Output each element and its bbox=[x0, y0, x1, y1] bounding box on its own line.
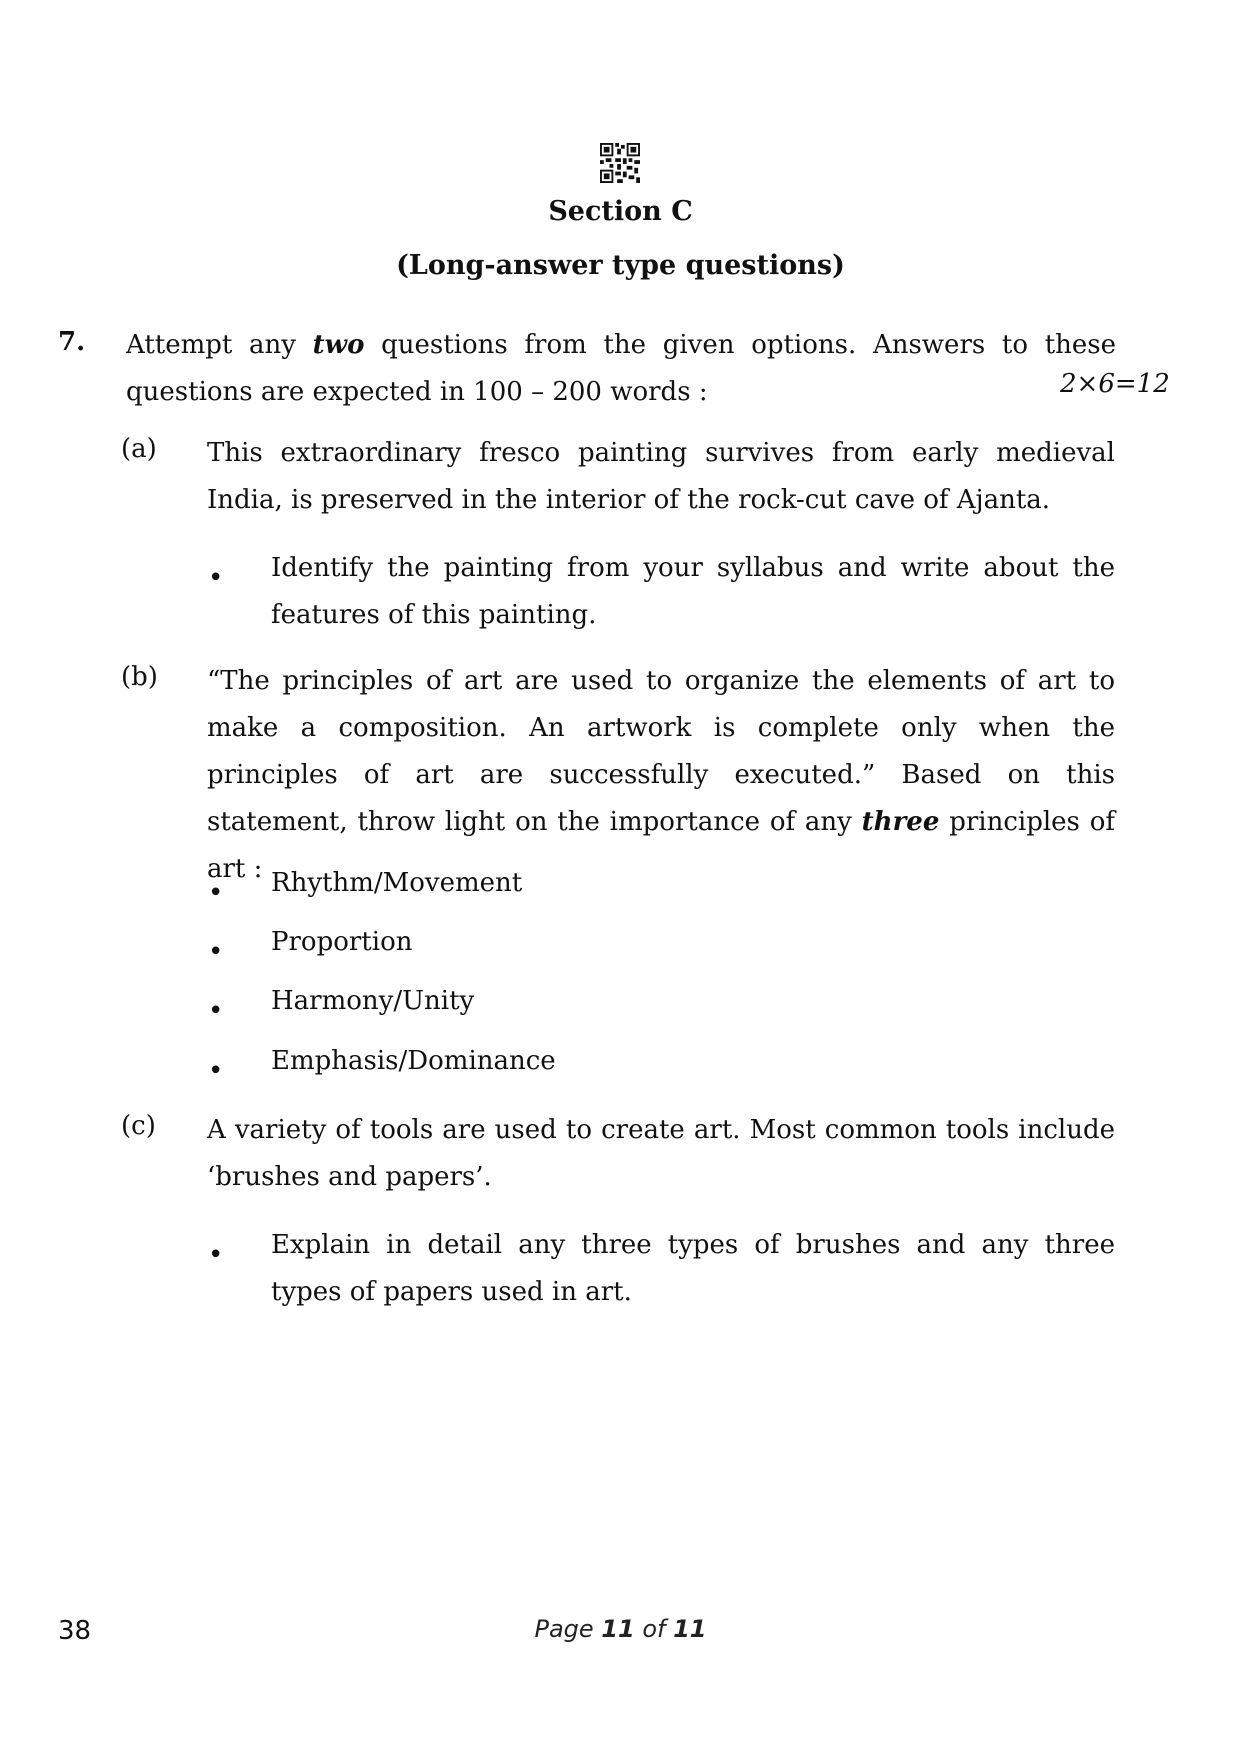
bullet-icon: • bbox=[208, 878, 224, 908]
part-b-bullet-item: Harmony/Unity bbox=[271, 986, 475, 1016]
bullet-icon: • bbox=[208, 996, 224, 1026]
part-a-text: This extraordinary fresco painting survives from early medieval India, is preserved in the interior of the rock-cut cave of Ajanta. bbox=[207, 438, 1115, 515]
part-c-bullet: Explain in detail any three types of brushes and any three types of papers used in art. bbox=[271, 1230, 1115, 1307]
section-subtitle: (Long-answer type questions) bbox=[396, 250, 845, 281]
part-b-bullet-item: Rhythm/Movement bbox=[271, 868, 523, 898]
part-a-bullet: Identify the painting from your syllabus and write about the features of this painting. bbox=[271, 553, 1115, 630]
question-number: 7. bbox=[58, 327, 86, 357]
part-b-emphasis: three bbox=[861, 807, 940, 837]
part-a-label: (a) bbox=[121, 434, 157, 464]
part-b-text: “The principles of art are used to organize the elements of art to make a composition. An artwork is complete only when the principles of art are successfully executed.” Based on this statement, throw light on the importance of any three principles of art : bbox=[207, 666, 1115, 884]
paper-code: 38 bbox=[58, 1616, 92, 1646]
part-c-label: (c) bbox=[121, 1111, 156, 1141]
bullet-icon: • bbox=[208, 563, 224, 593]
section-title: Section C bbox=[548, 196, 693, 227]
bullet-icon: • bbox=[208, 1240, 224, 1270]
bullet-icon: • bbox=[208, 937, 224, 967]
page-number: Page 11 of 11 bbox=[534, 1615, 707, 1643]
qr-code-icon bbox=[600, 143, 640, 183]
part-c-text: A variety of tools are used to create art. Most common tools include ‘brushes and papers’. bbox=[207, 1115, 1115, 1192]
part-b-label: (b) bbox=[121, 662, 158, 692]
bullet-icon: • bbox=[208, 1056, 224, 1086]
instruction-emphasis: two bbox=[312, 330, 365, 360]
part-b-bullet-item: Emphasis/Dominance bbox=[271, 1046, 556, 1076]
question-marks: 2×6=12 bbox=[1060, 369, 1170, 399]
question-instruction: Attempt any two questions from the given options. Answers to these questions are expected in 100 – 200 words : bbox=[126, 330, 1117, 407]
part-b-bullet-item: Proportion bbox=[271, 927, 413, 957]
